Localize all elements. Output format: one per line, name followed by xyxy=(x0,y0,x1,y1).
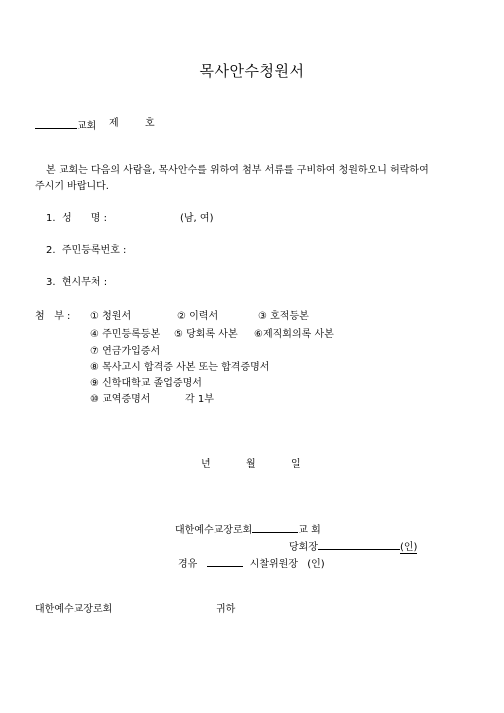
attachments-label: 첨 부 : xyxy=(35,311,71,322)
date-month: 월 xyxy=(246,459,256,470)
seal-mark-1: (인) xyxy=(399,542,418,553)
date-day: 일 xyxy=(291,459,301,470)
intro-line-2: 주시기 바랍니다. xyxy=(35,181,109,192)
attachment-item: ⑩ 교역증명서 xyxy=(90,394,151,405)
addressee-org: 대한예수교장로회 xyxy=(35,604,113,615)
number-suffix: 호 xyxy=(145,118,155,129)
attachment-item: ④ 주민등록등본 xyxy=(90,329,161,340)
via-blank xyxy=(207,556,243,567)
addressee-honorific: 귀하 xyxy=(216,604,236,615)
field-rrn: 2. 주민등록번호 : xyxy=(46,245,127,256)
intro-line-1: 본 교회는 다음의 사람을, 목사안수를 위하여 첨부 서류를 구비하여 청원하오니 허락하여 xyxy=(46,165,429,176)
field-name-label: 성 명 : xyxy=(62,213,107,224)
seal-mark-2: (인) xyxy=(307,559,325,570)
date-year: 년 xyxy=(201,459,211,470)
presbytery-line xyxy=(175,522,321,537)
presbytery-name-blank xyxy=(252,522,298,533)
session-head-line xyxy=(289,539,417,554)
attachment-count: 각 1부 xyxy=(185,394,214,405)
attachment-item: ⑤ 당회록 사본 xyxy=(174,329,238,340)
attachment-item: ① 청원서 xyxy=(90,311,132,322)
document-title: 목사안수청원서 xyxy=(199,62,305,80)
church-number-line xyxy=(35,118,96,133)
field-gender: (남, 여) xyxy=(180,213,214,224)
church-name-blank xyxy=(35,118,77,129)
session-head-blank xyxy=(318,539,400,550)
assembly-name: 대한예수교장로회 xyxy=(175,525,253,536)
presbytery-suffix: 교 회 xyxy=(298,525,321,536)
attachment-item: ② 이력서 xyxy=(177,311,219,322)
field-service: 3. 현시무처 : xyxy=(46,277,108,288)
session-head-label: 당회장 xyxy=(289,542,318,553)
district-label: 시찰위원장 xyxy=(249,559,299,570)
via-label: 경유 xyxy=(178,559,198,570)
number-prefix: 제 xyxy=(109,118,119,129)
attachment-item: ⑨ 신학대학교 졸업증명서 xyxy=(90,378,202,389)
attachment-item: ⑧ 목사고시 합격증 사본 또는 합격증명서 xyxy=(90,362,270,373)
attachment-item: ⑥제직회의록 사본 xyxy=(254,329,334,340)
district-line xyxy=(178,556,325,571)
field-name-number: 1. xyxy=(46,213,56,224)
attachment-item: ⑦ 연금가입증서 xyxy=(90,346,161,357)
church-suffix: 교회 xyxy=(77,121,97,132)
attachment-item: ③ 호적등본 xyxy=(258,311,309,322)
